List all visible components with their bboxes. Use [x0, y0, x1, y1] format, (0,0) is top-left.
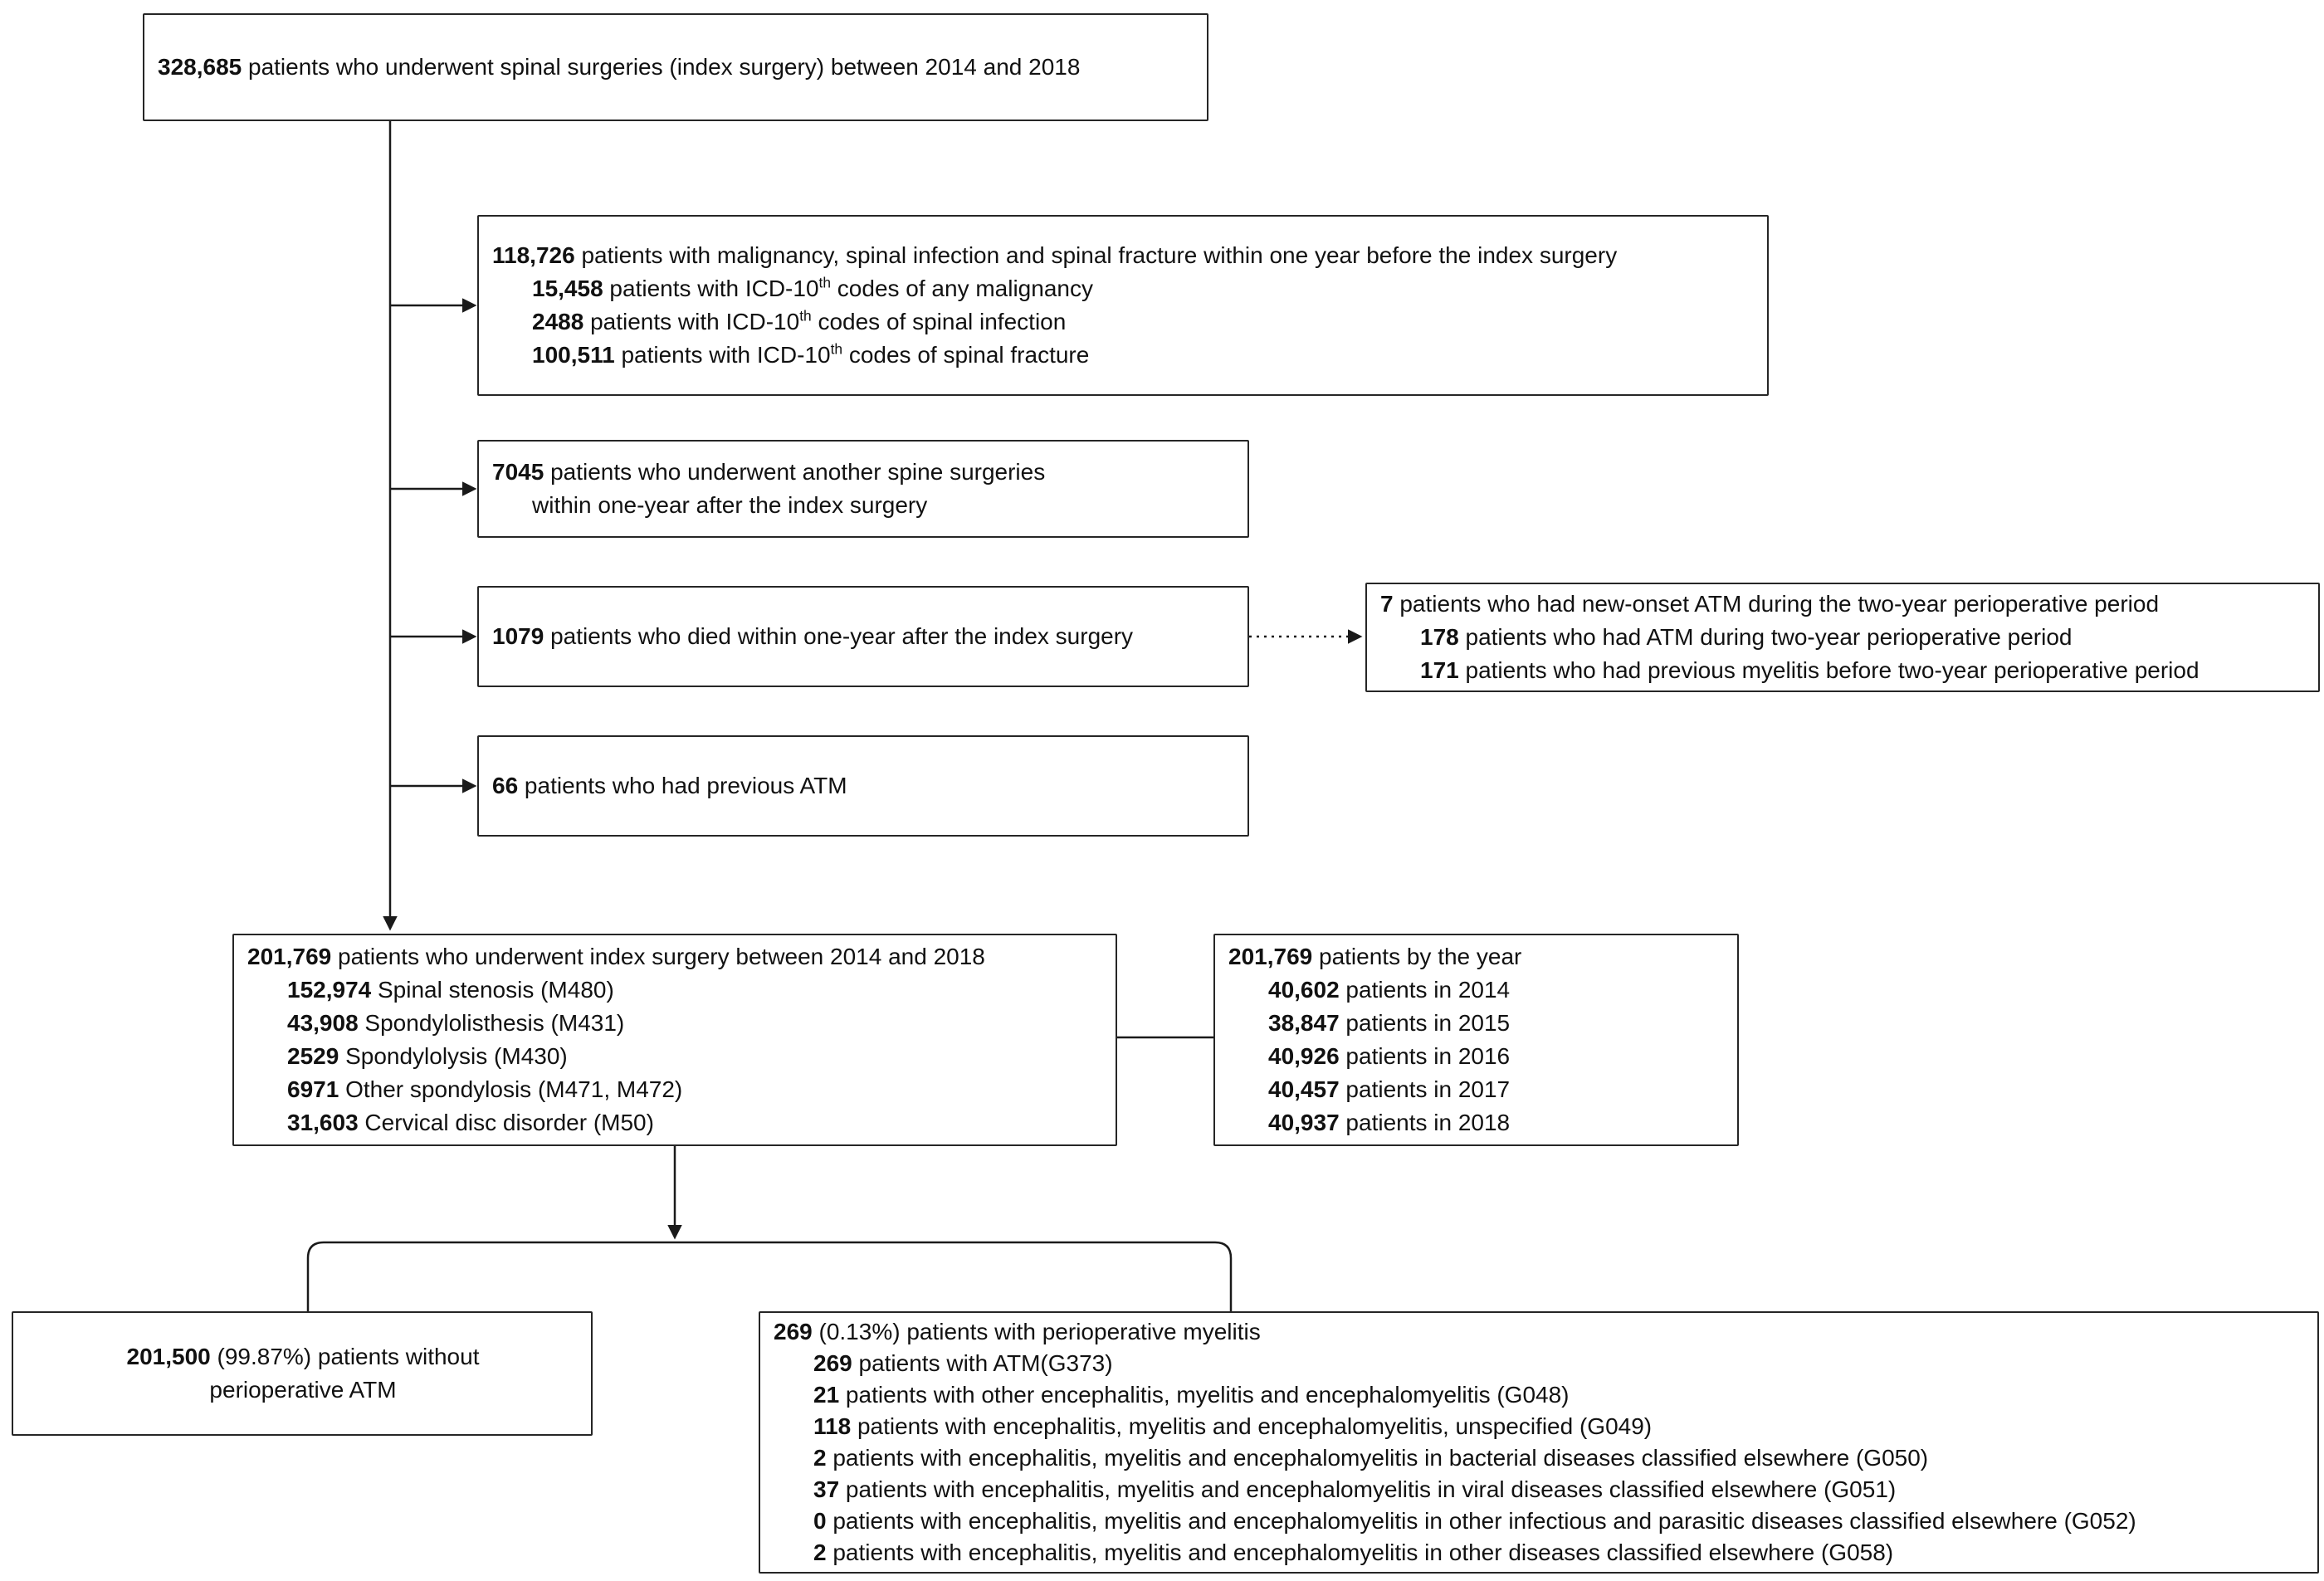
flow-line: 2529 Spondylolysis (M430): [287, 1043, 568, 1069]
flow-line: 40,602 patients in 2014: [1268, 977, 1511, 1003]
flow-line: 178 patients who had ATM during two-year perioperative period: [1420, 624, 2073, 650]
flow-line: 7045 patients who underwent another spine surgeries: [492, 459, 1046, 485]
count-value: 171: [1420, 657, 1459, 683]
count-value: 15,458: [532, 276, 603, 301]
flow-line: 6971 Other spondylosis (M471, M472): [287, 1076, 683, 1102]
flow-line: 2 patients with encephalitis, myelitis and encephalomyelitis in bacterial diseases classified elsewhere (G050): [813, 1445, 1929, 1471]
count-value: 31,603: [287, 1110, 359, 1135]
flow-line: within one-year after the index surgery: [532, 492, 928, 518]
flow-line: 171 patients who had previous myelitis before two-year perioperative period: [1420, 657, 2200, 683]
flow-line: 40,457 patients in 2017: [1268, 1076, 1511, 1102]
count-value: 2529: [287, 1043, 339, 1069]
flow-line: 21 patients with other encephalitis, myelitis and encephalomyelitis (G048): [813, 1382, 1570, 1408]
flow-line: 38,847 patients in 2015: [1268, 1010, 1511, 1036]
box-with-perioperative-myelitis: [759, 1311, 2319, 1574]
flow-line: 201,769 patients who underwent index surgery between 2014 and 2018: [247, 944, 985, 969]
count-value: 328,685: [158, 54, 242, 80]
count-value: 2488: [532, 309, 584, 334]
count-value: 269: [813, 1350, 852, 1376]
count-value: 40,602: [1268, 977, 1340, 1003]
count-value: 201,769: [1228, 944, 1313, 969]
count-value: 40,926: [1268, 1043, 1340, 1069]
flow-line: 118 patients with encephalitis, myelitis and encephalomyelitis, unspecified (G049): [813, 1413, 1653, 1439]
flow-line: 31,603 Cervical disc disorder (M50): [287, 1110, 654, 1135]
box-exclusion-previous-atm: [477, 735, 1249, 837]
flow-line: 15,458 patients with ICD-10th codes of any malignancy: [532, 274, 1093, 301]
flow-line: 269 (0.13%) patients with perioperative myelitis: [774, 1319, 1261, 1344]
flow-line: 201,769 patients by the year: [1228, 944, 1522, 969]
flow-line: 2 patients with encephalitis, myelitis and encephalomyelitis in other diseases classified elsewhere (G058): [813, 1540, 1894, 1565]
box-total-patients: [143, 13, 1208, 121]
count-value: 37: [813, 1476, 840, 1502]
flow-line: 118,726 patients with malignancy, spinal infection and spinal fracture within one year before the index surgery: [492, 242, 1618, 268]
count-value: 66: [492, 773, 519, 798]
count-value: 6971: [287, 1076, 339, 1102]
count-value: 269: [774, 1319, 813, 1344]
flow-line: 0 patients with encephalitis, myelitis and encephalomyelitis in other infectious and parasitic diseases classified elsewhere (G052): [813, 1508, 2136, 1534]
flow-line: perioperative ATM: [209, 1377, 397, 1403]
box-exclusion-another-spine-surgery: [477, 440, 1249, 538]
count-value: 40,457: [1268, 1076, 1340, 1102]
flow-line: 40,926 patients in 2016: [1268, 1043, 1511, 1069]
count-value: 7045: [492, 459, 544, 485]
count-value: 100,511: [532, 342, 615, 368]
flow-line: 43,908 Spondylolisthesis (M431): [287, 1010, 625, 1036]
count-value: 7: [1380, 591, 1394, 617]
count-value: 1079: [492, 623, 544, 649]
flow-line: 201,500 (99.87%) patients without: [126, 1344, 480, 1369]
box-exclusion-malignancy-infection-fracture: [477, 215, 1769, 396]
count-value: 38,847: [1268, 1010, 1340, 1036]
flow-line: 40,937 patients in 2018: [1268, 1110, 1511, 1135]
box-atm-during-perioperative-period: [1365, 583, 2320, 692]
box-exclusion-died: [477, 586, 1249, 687]
count-value: 0: [813, 1508, 827, 1534]
count-value: 40,937: [1268, 1110, 1340, 1135]
flow-line: 37 patients with encephalitis, myelitis and encephalomyelitis in viral diseases classified elsewhere (G051): [813, 1476, 1897, 1502]
count-value: 201,500: [126, 1344, 211, 1369]
box-final-cohort: [232, 934, 1117, 1146]
flow-line: 7 patients who had new-onset ATM during the two-year perioperative period: [1380, 591, 2160, 617]
count-value: 201,769: [247, 944, 332, 969]
count-value: 2: [813, 1445, 827, 1471]
flow-line: 152,974 Spinal stenosis (M480): [287, 977, 614, 1003]
box-without-perioperative-atm: [12, 1311, 593, 1436]
count-value: 152,974: [287, 977, 372, 1003]
count-value: 178: [1420, 624, 1459, 650]
box-patients-by-year: [1213, 934, 1739, 1146]
count-value: 118: [813, 1413, 852, 1439]
count-value: 2: [813, 1540, 827, 1565]
count-value: 118,726: [492, 242, 575, 268]
flow-line: 2488 patients with ICD-10th codes of spinal infection: [532, 307, 1067, 334]
flow-line: 66 patients who had previous ATM: [492, 773, 847, 798]
flow-line: 100,511 patients with ICD-10th codes of spinal fracture: [532, 340, 1090, 368]
connector-split-bracket: [308, 1242, 1231, 1311]
flow-line: 328,685 patients who underwent spinal surgeries (index surgery) between 2014 and 2018: [158, 54, 1081, 80]
flow-line: 1079 patients who died within one-year after the index surgery: [492, 623, 1134, 649]
count-value: 43,908: [287, 1010, 359, 1036]
count-value: 21: [813, 1382, 840, 1408]
flow-line: 269 patients with ATM(G373): [813, 1350, 1113, 1376]
